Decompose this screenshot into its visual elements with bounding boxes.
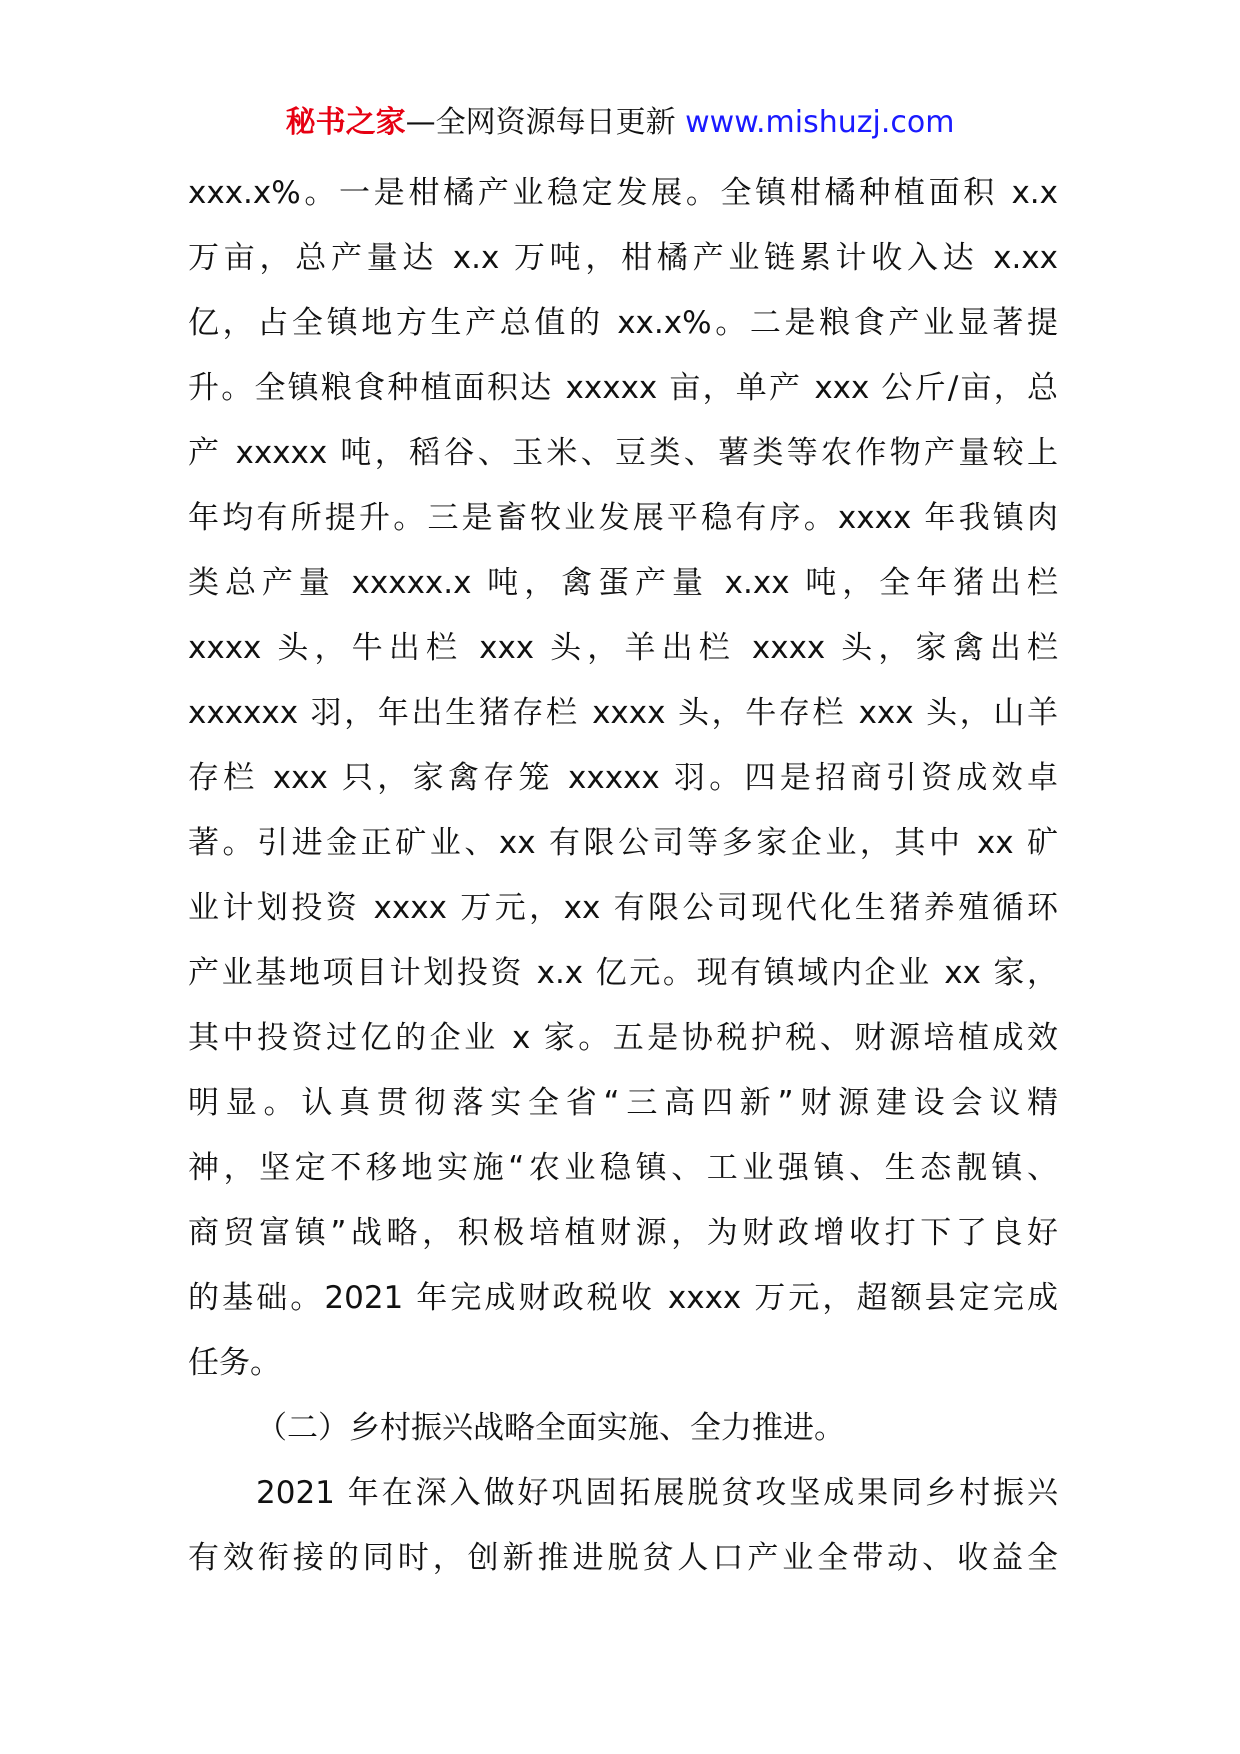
text-line: 神，坚定不移地实施“农业稳镇、工业强镇、生态靓镇、 <box>188 1150 1058 1186</box>
text-line: xxx.x%。一是柑橘产业稳定发展。全镇柑橘种植面积 x.x <box>188 175 1058 211</box>
header-tagline: —全网资源每日更新 <box>405 105 686 140</box>
text-line: 业计划投资 xxxx 万元，xx 有限公司现代化生猪养殖循环 <box>188 890 1058 926</box>
text-line: 产 xxxxx 吨，稻谷、玉米、豆类、薯类等农作物产量较上 <box>188 435 1058 471</box>
section-heading <box>188 1396 1058 1461</box>
text-line: 的基础。2021 年完成财政税收 xxxx 万元，超额县定完成 <box>188 1280 1058 1316</box>
text-line: 著。引进金正矿业、xx 有限公司等多家企业，其中 xx 矿 <box>188 825 1058 861</box>
text-line: 2021 年在深入做好巩固拓展脱贫攻坚成果同乡村振兴 <box>256 1475 1058 1511</box>
text-line: 万亩，总产量达 x.x 万吨，柑橘产业链累计收入达 x.xx <box>188 240 1058 276</box>
text-line: xxxx 头，牛出栏 xxx 头，羊出栏 xxxx 头，家禽出栏 <box>188 630 1058 666</box>
text-line: 升。全镇粮食种植面积达 xxxxx 亩，单产 xxx 公斤/亩，总 <box>188 370 1058 406</box>
document-body <box>188 161 1058 1591</box>
text-line: 明显。认真贯彻落实全省“三高四新”财源建设会议精 <box>188 1085 1058 1121</box>
text-line: 存栏 xxx 只，家禽存笼 xxxxx 羽。四是招商引资成效卓 <box>188 760 1058 796</box>
brand-name: 秘书之家 <box>285 105 406 140</box>
site-url-link[interactable]: www.mishuzj.com <box>685 105 955 140</box>
paragraph-rural-revitalization <box>188 1461 1058 1591</box>
text-line: 其中投资过亿的企业 x 家。五是协税护税、财源培植成效 <box>188 1020 1058 1056</box>
text-line: 产业基地项目计划投资 x.x 亿元。现有镇域内企业 xx 家， <box>188 955 1058 991</box>
text-line: 商贸富镇”战略，积极培植财源，为财政增收打下了良好 <box>188 1215 1058 1251</box>
text-line: xxxxxx 羽，年出生猪存栏 xxxx 头，牛存栏 xxx 头，山羊 <box>188 695 1058 731</box>
text-line: 有效衔接的同时，创新推进脱贫人口产业全带动、收益全 <box>188 1540 1058 1576</box>
site-header <box>0 100 1240 146</box>
section-heading-text: （二）乡村振兴战略全面实施、全力推进。 <box>256 1410 845 1446</box>
text-line: 年均有所提升。三是畜牧业发展平稳有序。xxxx 年我镇肉 <box>188 500 1058 536</box>
text-line: 任务。 <box>188 1345 281 1381</box>
text-line: 亿，占全镇地方生产总值的 xx.x%。二是粮食产业显著提 <box>188 305 1058 341</box>
paragraph-economy <box>188 161 1058 1396</box>
text-line: 类总产量 xxxxx.x 吨，禽蛋产量 x.xx 吨，全年猪出栏 <box>188 565 1058 601</box>
